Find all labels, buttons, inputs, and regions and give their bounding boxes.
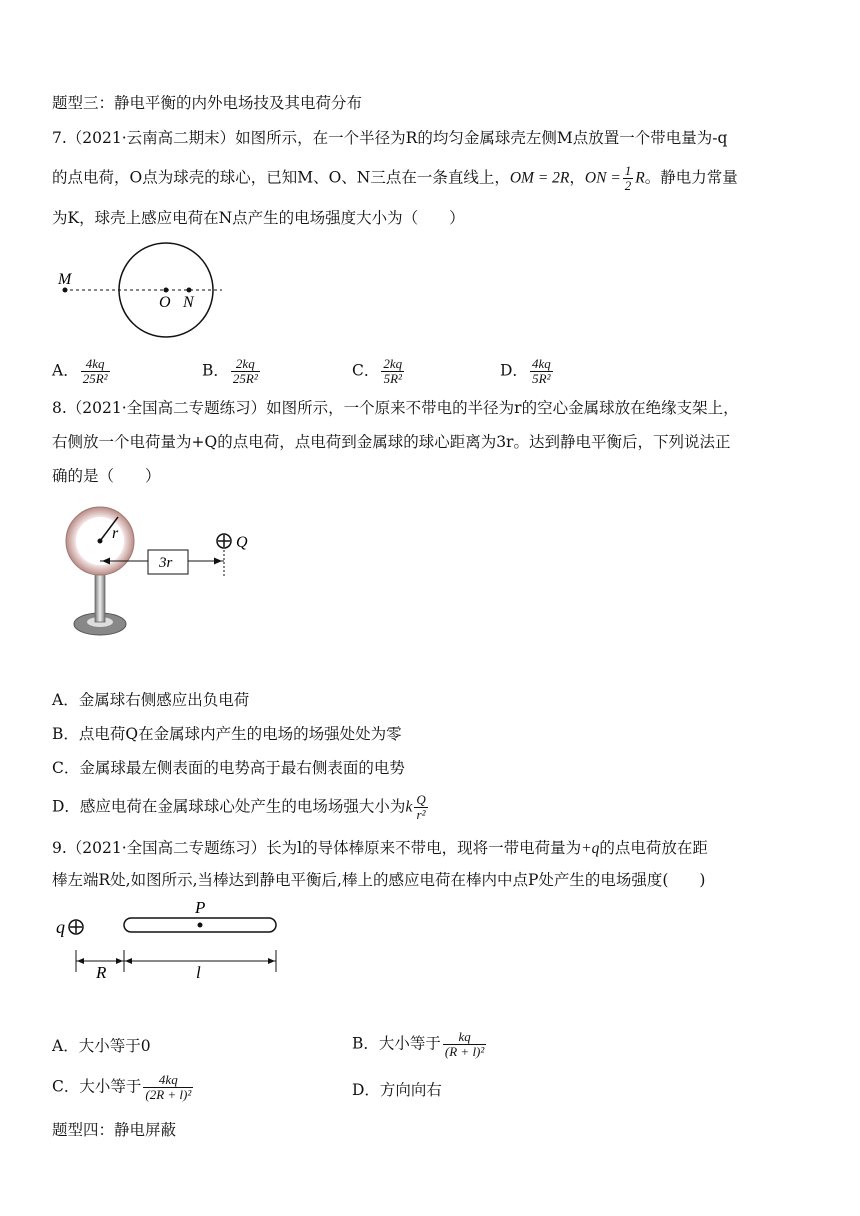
q9-line1-text: 9.（2021·全国高二专题练习）长为l的导体棒原来不带电，现将一带电荷量为: [52, 839, 582, 857]
q9-option-b-num: kq: [443, 1030, 486, 1045]
q9-option-b-den: (R + l)²: [444, 1044, 485, 1059]
q7-om-formula: OM = 2R: [509, 169, 570, 187]
q7-on-r: R: [635, 169, 645, 187]
q8-stand-rod: [95, 570, 105, 622]
q9-l-arrow-left: [125, 958, 132, 964]
q9-charge: +q: [581, 840, 600, 857]
q9-line1: [52, 838, 708, 859]
q7-option-d-fraction: [530, 357, 553, 386]
q7-option-a-num: 4kq: [81, 357, 110, 372]
q7-option-d-num: 4kq: [531, 356, 551, 371]
q7-on-fraction: [623, 164, 634, 193]
q7-line2-end: 。静电力常量: [644, 168, 738, 187]
q7-option-d-label: D．: [500, 361, 528, 380]
q7-option-c-label: C．: [352, 361, 380, 380]
q9-option-b-text: B．大小等于: [352, 1034, 441, 1053]
q9-label-l: l: [196, 963, 201, 982]
q9-option-d: D．方向向右: [352, 1081, 442, 1099]
q7-option-b-label: B．: [202, 361, 229, 380]
q7-option-c-den: 5R²: [383, 371, 402, 386]
q9-line1-end: 的点电荷放在距: [599, 839, 708, 857]
q7-line2: [52, 164, 738, 193]
section3-heading: 题型三：静电平衡的内外电场技及其电荷分布: [52, 94, 363, 112]
q8-label-r: r: [112, 525, 119, 542]
q9-option-c-fraction: [143, 1073, 193, 1102]
q9-point-p: [198, 923, 203, 928]
q8-option-c: C．金属球最左侧表面的电势高于最右侧表面的电势: [52, 759, 405, 777]
q8-option-d-den: r²: [416, 807, 426, 822]
q9-label-p: P: [195, 898, 206, 917]
q8-option-d-text: D．感应电荷在金属球球心处产生的电场场强大小为: [52, 797, 406, 816]
q7-sep: ，: [569, 168, 585, 187]
q8-option-d: [52, 793, 430, 822]
q7-label-m: M: [58, 271, 72, 288]
q7-point-n: [187, 288, 192, 293]
q8-label-q: Q: [236, 534, 248, 551]
q9-line2: 棒左端R处,如图所示,当棒达到静电平衡后,棒上的感应电荷在棒内中点P处产生的电场强度( ): [52, 871, 706, 889]
q7-figure-sphere: [52, 240, 232, 340]
q9-figure-rod: [52, 892, 292, 984]
q8-arrow-right: [214, 558, 222, 565]
q7-option-b-fraction: [231, 357, 260, 386]
q7-line1: 7.（2021·云南高二期末）如图所示，在一个半径为R的均匀金属球壳左侧M点放置一个带电量为-q: [52, 129, 728, 147]
q7-on-num: 1: [624, 163, 632, 178]
q7-option-a-fraction: [81, 357, 110, 386]
q8-option-d-num: Q: [416, 792, 426, 807]
q9-option-b: [352, 1030, 488, 1059]
q9-option-c-num: 4kq: [143, 1073, 193, 1088]
q7-point-m: [63, 288, 68, 293]
q7-option-a: [52, 357, 112, 386]
q9-option-b-fraction: [443, 1030, 486, 1059]
q7-option-c-num: 2kq: [383, 356, 403, 371]
q9-label-q: q: [56, 917, 65, 937]
q7-line2-text: 的点电荷，O点为球壳的球心，已知M、O、N三点在一条直线上，: [52, 168, 510, 187]
q8-line2: 右侧放一个电荷量为+Q的点电荷，点电荷到金属球的球心距离为3r。达到静电平衡后，下列说法正: [52, 433, 731, 451]
q8-line3: 确的是（ ）: [52, 467, 161, 485]
q7-option-c-fraction: [381, 357, 404, 386]
q7-option-d-den: 5R²: [532, 371, 551, 386]
q9-option-a: A．大小等于0: [52, 1037, 151, 1055]
q9-l-arrow-right: [268, 958, 275, 964]
q7-line3: 为K，球壳上感应电荷在N点产生的电场强度大小为（ ）: [52, 209, 465, 227]
q7-option-a-label: A．: [52, 361, 79, 380]
q7-label-o: O: [159, 294, 171, 311]
q8-option-d-k: k: [405, 798, 413, 816]
q9-option-c-den: (2R + l)²: [145, 1087, 192, 1102]
q7-option-c: [352, 357, 406, 386]
q7-option-b: [202, 357, 262, 386]
q7-option-b-den: 25R²: [232, 371, 258, 386]
q7-option-b-num: 2kq: [231, 357, 260, 372]
q9-r-arrow-right: [116, 958, 123, 964]
q8-line1: 8.（2021·全国高二专题练习）如图所示，一个原来不带电的半径为r的空心金属球放在绝缘支架上，: [52, 399, 739, 417]
q7-option-d: [500, 357, 555, 386]
q8-center-dot: [98, 539, 103, 544]
q9-option-c-text: C．大小等于: [52, 1077, 142, 1096]
q8-figure-metal-sphere: [60, 498, 280, 648]
q9-r-arrow-left: [77, 958, 84, 964]
q7-on-lhs: ON =: [584, 169, 621, 187]
q7-point-o: [164, 288, 169, 293]
q8-option-d-fraction: [414, 793, 427, 822]
q8-label-distance: 3r: [159, 555, 173, 571]
q7-option-a-den: 25R²: [82, 371, 108, 386]
q7-on-den: 2: [624, 178, 632, 193]
section4-heading: 题型四：静电屏蔽: [52, 1121, 177, 1139]
q9-option-c: [52, 1073, 195, 1102]
q8-option-a: A．金属球右侧感应出负电荷: [52, 691, 250, 709]
q7-label-n: N: [183, 294, 194, 311]
q8-option-b: B．点电荷Q在金属球内产生的电场的场强处处为零: [52, 725, 402, 743]
q9-label-r: R: [96, 963, 107, 982]
